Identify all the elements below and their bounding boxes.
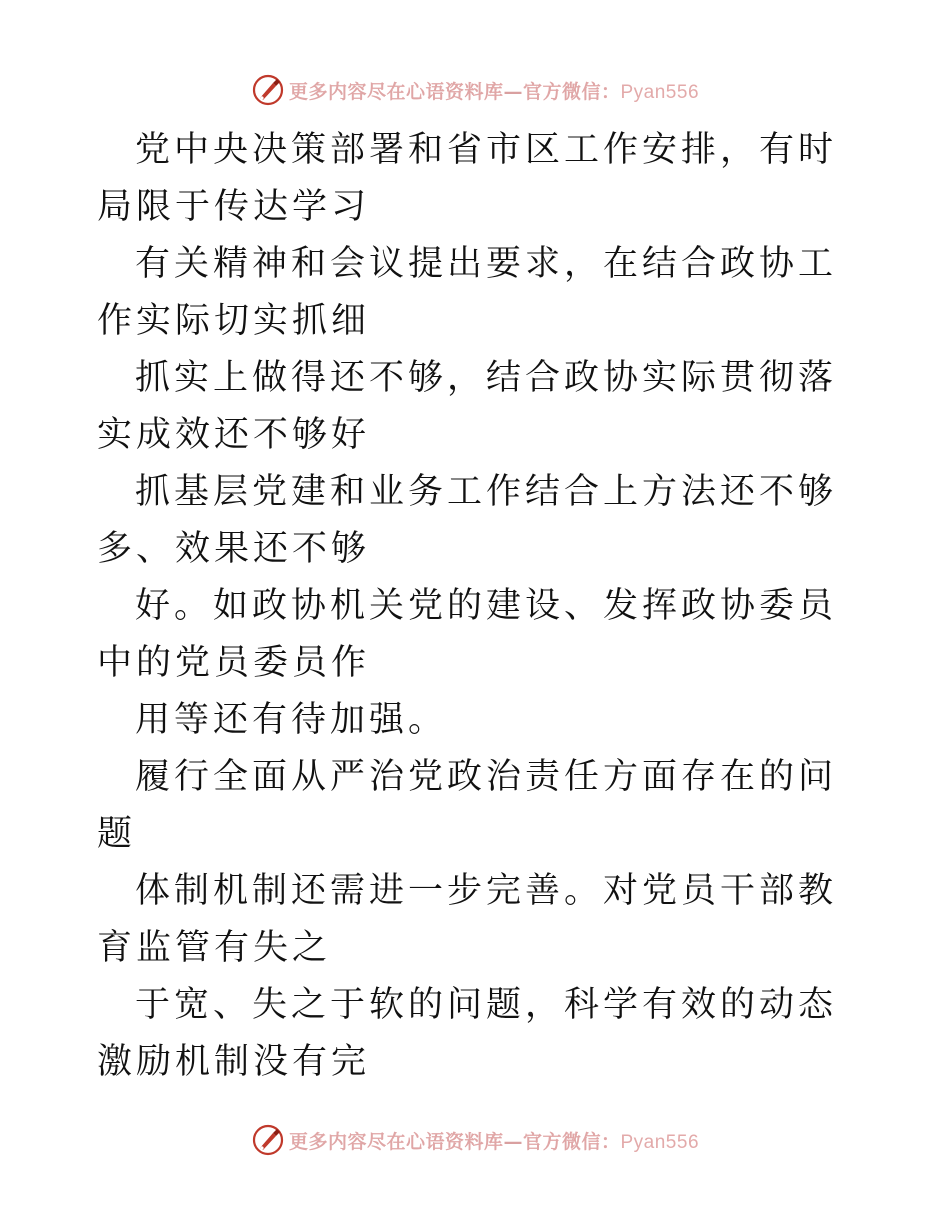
- paragraph: 体制机制还需进一步完善。对党员干部教育监管有失之: [97, 871, 838, 968]
- watermark-main: 更多内容尽在心语资料库: [288, 80, 504, 103]
- paragraph: 履行全面从严治党政治责任方面存在的问题: [97, 757, 838, 854]
- watermark-wechat-id: Pyan556: [620, 1131, 700, 1153]
- fountain-pen-logo-icon: [251, 73, 285, 107]
- watermark-text: [289, 77, 699, 104]
- paragraph: 好。如政协机关党的建设、发挥政协委员中的党员委员作: [97, 586, 838, 683]
- paragraph: 党中央决策部署和省市区工作安排，有时局限于传达学习: [97, 130, 838, 227]
- header-watermark: [0, 70, 950, 110]
- watermark-dash: —: [503, 80, 523, 103]
- watermark-label: 官方微信：: [522, 1130, 621, 1153]
- paragraph: 有关精神和会议提出要求，在结合政协工作实际切实抓细: [97, 244, 838, 341]
- footer-watermark: [0, 1120, 950, 1160]
- watermark-main: 更多内容尽在心语资料库: [288, 1130, 504, 1153]
- watermark-text: [289, 1127, 699, 1154]
- watermark-dash: —: [503, 1130, 523, 1153]
- paragraph: 于宽、失之于软的问题，科学有效的动态激励机制没有完: [97, 985, 838, 1082]
- document-body: [97, 122, 857, 1091]
- paragraph: 用等还有待加强。: [135, 700, 448, 740]
- watermark-label: 官方微信：: [522, 80, 621, 103]
- fountain-pen-logo-icon: [251, 1123, 285, 1157]
- watermark-wechat-id: Pyan556: [620, 81, 700, 103]
- paragraph: 抓基层党建和业务工作结合上方法还不够多、效果还不够: [97, 472, 838, 569]
- paragraph: 抓实上做得还不够，结合政协实际贯彻落实成效还不够好: [97, 358, 838, 455]
